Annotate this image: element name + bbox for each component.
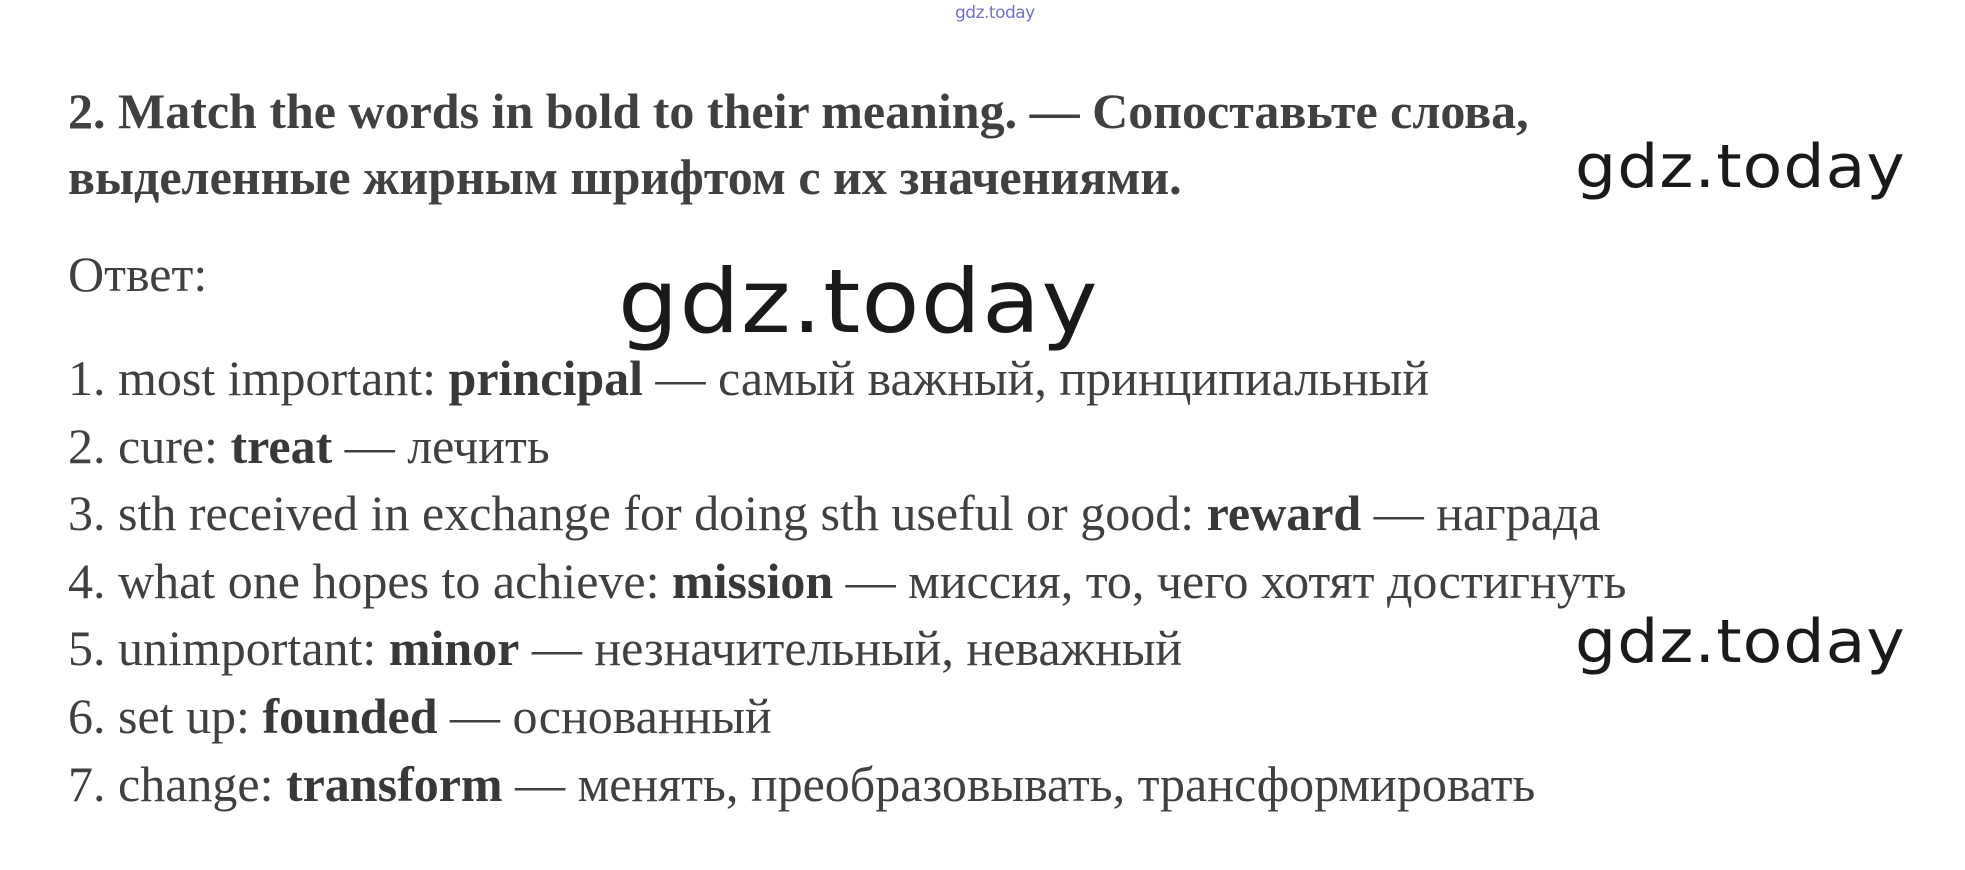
answer-item	[68, 413, 1626, 481]
answer-prefix: 7. change:	[68, 755, 286, 812]
answer-translation: — самый важный, принципиальный	[643, 350, 1430, 406]
answer-item	[68, 683, 1626, 751]
answer-word: principal	[448, 350, 644, 406]
answer-word: reward	[1206, 485, 1362, 542]
answer-word: mission	[671, 552, 834, 609]
site-mark: gdz.today	[955, 3, 1035, 23]
answer-translation: — основанный	[437, 687, 772, 744]
answer-translation: — незначительный, неважный	[519, 620, 1183, 677]
watermark: gdz.today	[1575, 607, 1906, 677]
answer-item	[68, 345, 1626, 413]
task-title-line-1: 2. Match the words in bold to their meaning. — Сопоставьте слова,	[68, 83, 1529, 139]
answer-translation: — миссия, то, чего хотят достигнуть	[833, 552, 1627, 609]
answer-translation: — менять, преобразовывать, трансформировать	[502, 755, 1536, 812]
answer-prefix: 1. most important:	[68, 350, 449, 406]
answer-word: founded	[262, 687, 438, 744]
answer-prefix: 2. cure:	[68, 417, 231, 474]
answer-word: transform	[285, 755, 503, 812]
answer-prefix: 5. unimportant:	[68, 620, 389, 677]
answer-prefix: 3. sth received in exchange for doing sth useful or good:	[68, 485, 1207, 542]
answer-word: treat	[230, 417, 333, 474]
answer-list	[68, 345, 1626, 818]
answer-translation: — награда	[1361, 485, 1601, 542]
answer-item	[68, 548, 1626, 616]
watermark: gdz.today	[1575, 132, 1906, 202]
answer-item	[68, 751, 1626, 819]
answer-translation: — лечить	[332, 417, 550, 474]
answer-prefix: 4. what one hopes to achieve:	[68, 552, 672, 609]
answer-prefix: 6. set up:	[68, 687, 263, 744]
answer-word: minor	[388, 620, 520, 677]
watermark: gdz.today	[618, 250, 1099, 353]
answer-label: Ответ:	[68, 246, 208, 302]
answer-item	[68, 615, 1626, 683]
answer-item	[68, 480, 1626, 548]
task-title-line-2: выделенные жирным шрифтом с их значениями.	[68, 149, 1182, 205]
